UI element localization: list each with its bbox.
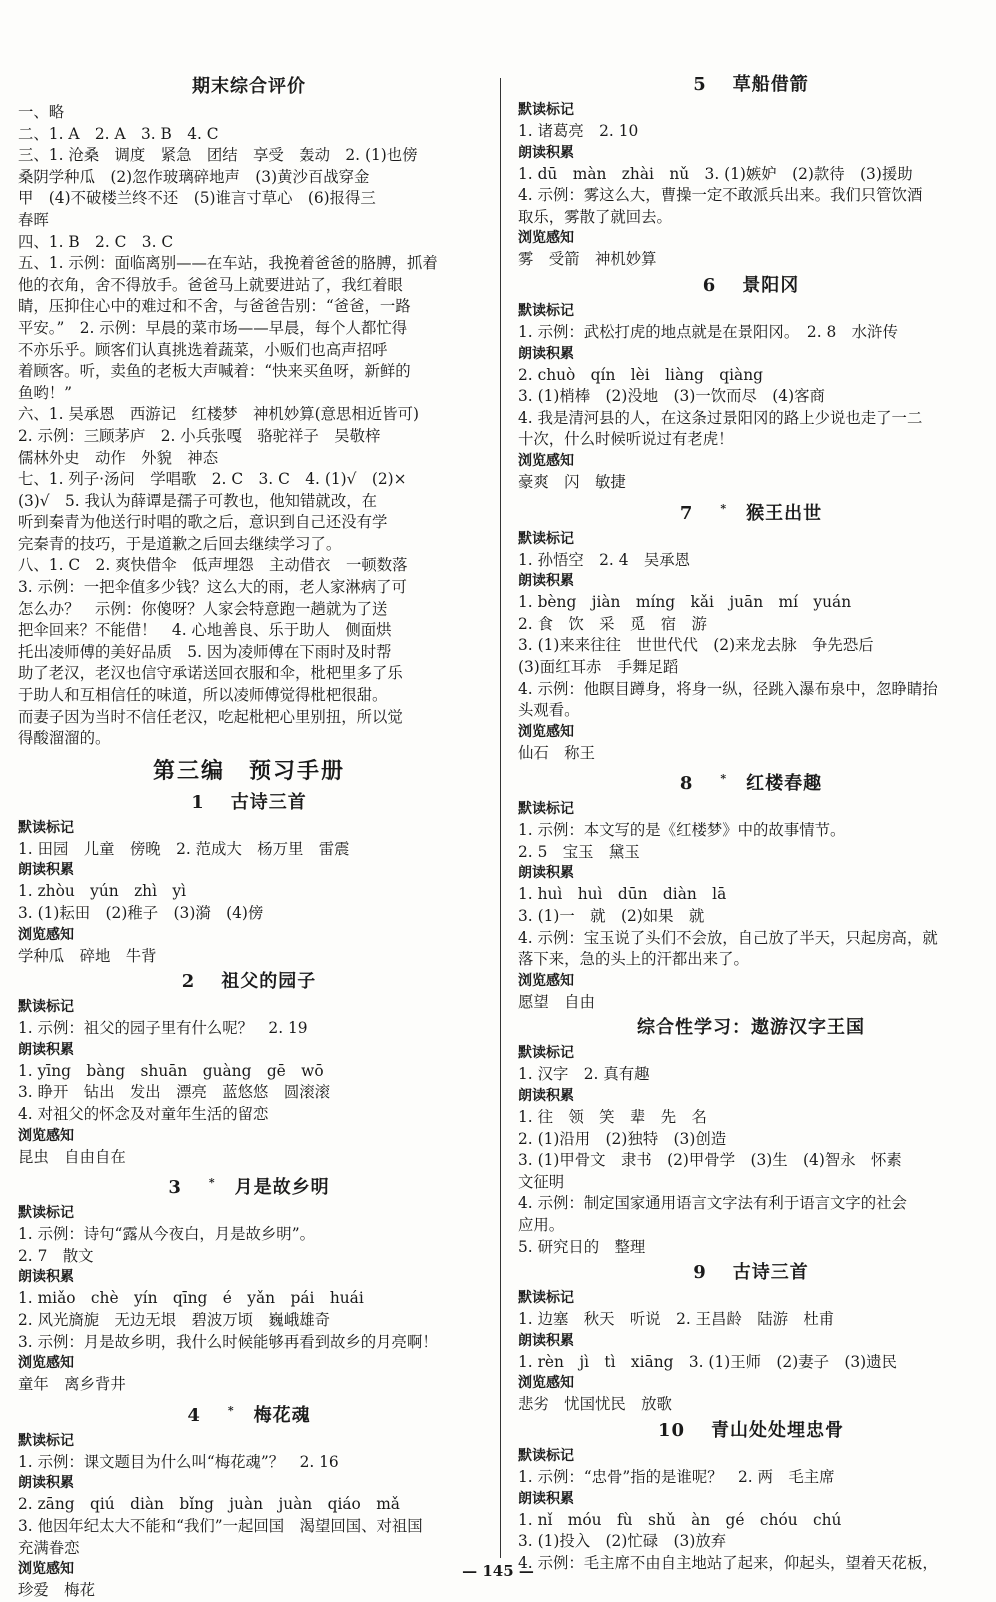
answer-line: 1. huì huì dūn diàn lā (518, 885, 727, 904)
answer-line: 头观看。 (518, 701, 580, 720)
category-label: 浏览感知 (518, 452, 574, 469)
category-label: 朗读积累 (18, 862, 74, 879)
answer-line: 一、略 (18, 103, 65, 121)
lesson-number: 4 (187, 1404, 201, 1426)
category-label: 默读标记 (18, 1432, 74, 1449)
answer-line: 十次，什么时候听说过有老虎！ (518, 430, 734, 449)
category-label: 朗读积累 (518, 573, 574, 590)
answer-line: 三、1. 沧桑 调度 紧急 团结 享受 轰动 2. (1)也傍 (18, 146, 418, 165)
answer-line: 1. 田园 儿童 傍晚 2. 范成大 杨万里 雷震 (18, 839, 350, 858)
lesson-number: 2 (181, 971, 196, 993)
answer-line: 童年 离乡背井 (18, 1375, 126, 1394)
optional-lesson-star: * (720, 501, 728, 515)
lesson-title: 梅花魂 (253, 1404, 311, 1426)
answer-line: 取乐，雾散了就回去。 (518, 207, 672, 226)
answer-line: 2. chuò qín lèi liàng qiàng (518, 365, 763, 384)
answer-line: 悲劣 忧国忧民 放歌 (518, 1395, 672, 1414)
answer-line: 助了老汉，老汉也信守承诺送回衣服和伞，枇杷里多了乐 (18, 664, 403, 683)
answer-line: 3. 他因年纪太大不能和“我们”一起回国 渴望回国、对祖国 (18, 1516, 423, 1535)
lesson-number: 5 (693, 74, 707, 95)
answer-line: 落下来，急的头上的汗都出来了。 (518, 950, 749, 969)
answer-line: 昆虫 自由自在 (18, 1147, 126, 1166)
lesson-number: 7 (679, 502, 694, 524)
lesson-title: 红楼春趣 (746, 773, 823, 795)
lesson-heading (518, 1416, 984, 1446)
category-label: 浏览感知 (518, 723, 574, 740)
category-label: 朗读积累 (18, 1041, 74, 1058)
answer-line: 1. 示例：课文题目为什么叫“梅花魂”？ 2. 16 (18, 1452, 339, 1471)
answer-line: 1. miǎo chè yín qīng é yǎn pái huái (18, 1289, 364, 1308)
answer-line: 3. 睁开 钻出 发出 漂亮 蓝悠悠 圆滚滚 (18, 1083, 330, 1102)
lesson-title: 草船借箭 (732, 74, 809, 95)
answer-line: 听到秦青为他送行时唱的歌之后，意识到自己还没有学 (18, 513, 388, 532)
answer-line: 1. 示例：武松打虎的地点就是在景阳冈。 2. 8 水浒传 (518, 322, 898, 341)
lesson-heading (18, 967, 480, 997)
category-label: 默读标记 (518, 1045, 574, 1062)
answer-line: 春晖 (18, 210, 49, 229)
answer-line: 4. 示例：他瞑目蹲身，将身一纵，径跳入瀑布泉中，忽睁睛抬 (518, 679, 938, 698)
category-label: 朗读积累 (518, 345, 574, 362)
answer-line: 4. 我是清河县的人，在这条过景阳冈的路上少说也走了一二 (518, 408, 923, 427)
lesson-number: 8 (679, 773, 694, 795)
category-label: 浏览感知 (18, 1561, 74, 1578)
category-label: 默读标记 (518, 801, 574, 818)
answer-line: 2. 示例：三顾茅庐 2. 小兵张嘎 骆驼祥子 吴敬梓 (18, 426, 381, 445)
answer-line: 1. nǐ móu fù shǔ àn gé chóu chú (518, 1510, 842, 1529)
answer-line: 3. (1)一 就 (2)如果 就 (518, 907, 705, 926)
answer-line: 托出凌师傅的美好品质 5. 因为凌师傅在下雨时及时帮 (18, 642, 392, 661)
answer-line: 4. 示例：宝玉说了头们不会放，自己放了半天，只起房高，就 (518, 928, 938, 947)
answer-line: 着顾客。听，卖鱼的老板大声喊着：“快来买鱼呀，新鲜的 (18, 362, 411, 381)
answer-line: 1. 示例：祖父的园子里有什么呢？ 2. 19 (18, 1019, 308, 1038)
lesson-number: 10 (657, 1419, 686, 1441)
answer-line: 二、1. A 2. A 3. B 4. C (18, 124, 219, 143)
answer-line: 4. 示例：毛主席不由自主地站了起来，仰起头，望着天花板， (518, 1553, 938, 1572)
lesson-heading (518, 764, 984, 799)
lesson-heading (18, 1168, 480, 1203)
lesson-heading (518, 1013, 984, 1043)
answer-line: 仙石 称王 (518, 743, 595, 762)
answer-line: 儒林外史 动作 外貌 神态 (18, 448, 219, 467)
answer-line: 应用。 (518, 1216, 565, 1234)
category-label: 默读标记 (518, 1290, 574, 1307)
answer-line: 八、1. C 2. 爽快借伞 低声埋怨 主动借衣 一顿数落 (18, 556, 408, 575)
answer-line: 把伞回来？不能借！ 4. 心地善良、乐于助人 侧面烘 (18, 621, 392, 640)
answer-line: 1. rèn jì tì xiāng 3. (1)王师 (2)妻子 (3)遗民 (518, 1352, 897, 1371)
optional-lesson-star: * (208, 1176, 216, 1190)
category-label: 默读标记 (18, 999, 74, 1016)
answer-line: 4. 示例：雾这么大，曹操一定不敢派兵出来。我们只管饮酒 (518, 186, 923, 205)
answer-line: 六、1. 吴承恩 西游记 红楼梦 神机妙算(意思相近皆可) (18, 405, 419, 424)
category-label: 浏览感知 (18, 1127, 74, 1144)
column-divider (500, 78, 501, 1558)
category-label: 默读标记 (518, 530, 574, 547)
lesson-heading (18, 788, 480, 818)
lesson-number: 1 (191, 791, 205, 813)
category-label: 浏览感知 (518, 972, 574, 989)
answer-line: 得酸溜溜的。 (18, 729, 111, 748)
category-label: 朗读积累 (18, 1269, 74, 1286)
answer-line: 平安。” 2. 示例：早晨的菜市场——早晨，每个人都忙得 (18, 318, 408, 337)
category-label: 默读标记 (18, 1205, 74, 1222)
lesson-title: 祖父的园子 (221, 971, 317, 993)
answer-line: 充满眷恋 (18, 1538, 80, 1557)
answer-line: 2. 食 饮 采 觅 宿 游 (518, 614, 707, 633)
section-heading: 第三编 预习手册 (152, 757, 345, 784)
answer-line: 5. 研究日的 整理 (518, 1237, 646, 1256)
category-label: 默读标记 (518, 302, 574, 319)
answer-line: 3. (1)投入 (2)忙碌 (3)放弃 (518, 1532, 727, 1551)
answer-line: 4. 示例：制定国家通用语言文字法有利于语言文字的社会 (518, 1194, 907, 1213)
category-label: 朗读积累 (518, 865, 574, 882)
answer-line: 1. 孙悟空 2. 4 吴承恩 (518, 550, 691, 569)
lesson-title: 古诗三首 (230, 791, 307, 813)
answer-line: 3. (1)来来往往 世世代代 (2)来龙去脉 争先恐后 (518, 636, 874, 655)
answer-line: 3. (1)耘田 (2)稚子 (3)漪 (4)傍 (18, 904, 264, 922)
answer-line: (3)√ 5. 我认为薛谭是孺子可教也，他知错就改，在 (18, 491, 377, 510)
answer-line: 1. 汉字 2. 真有趣 (518, 1065, 650, 1084)
answer-line: 3. (1)甲骨文 隶书 (2)甲骨学 (3)生 (4)智永 怀素 (518, 1151, 902, 1170)
answer-line: 1. 示例：“忠骨”指的是谁呢？ 2. 两 毛主席 (518, 1467, 835, 1486)
answer-line: 珍爱 梅花 (18, 1581, 95, 1600)
optional-lesson-star: * (720, 772, 728, 786)
lesson-heading (18, 1396, 480, 1431)
category-label: 默读标记 (18, 819, 74, 836)
answer-line: 1. zhòu yún zhì yì (18, 882, 187, 901)
answer-line: 2. (1)沿用 (2)独特 (3)创造 (518, 1129, 727, 1148)
answer-line: 3. 示例：一把伞值多少钱？这么大的雨，老人家淋病了可 (18, 578, 407, 597)
lesson-title: 综合性学习：遨游汉字王国 (637, 1017, 865, 1039)
answer-line: 学种瓜 碎地 牛背 (18, 946, 157, 965)
answer-line: (3)面红耳赤 手舞足蹈 (518, 657, 679, 676)
answer-line: 雾 受箭 神机妙算 (518, 250, 657, 269)
answer-line: 1. yīng bàng shuān guàng gē wō (18, 1061, 324, 1080)
right-column (518, 70, 984, 1572)
answer-line: 1. 诸葛亮 2. 10 (518, 122, 639, 140)
answer-line: 2. 7 散文 (18, 1246, 94, 1265)
lesson-heading (518, 70, 984, 100)
answer-line: 1. bèng jiàn míng kǎi juān mí yuán (518, 593, 852, 612)
category-label: 朗读积累 (18, 1475, 74, 1492)
answer-line: 四、1. B 2. C 3. C (18, 232, 174, 251)
answer-line: 鱼哟！” (18, 383, 73, 402)
lesson-title: 景阳冈 (742, 274, 800, 296)
lesson-title: 月是故乡明 (234, 1177, 330, 1199)
category-label: 浏览感知 (18, 926, 74, 943)
answer-line: 3. (1)梢棒 (2)没地 (3)一饮而尽 (4)客商 (518, 387, 825, 406)
answer-line: 于助人和互相信任的味道，所以凌师傅觉得枇杷很甜。 (18, 686, 388, 705)
answer-line: 怎么办？ 示例：你傻呀？人家会特意跑一趟就为了送 (18, 599, 388, 618)
answer-line: 1. 边塞 秋天 听说 2. 王昌龄 陆游 杜甫 (518, 1310, 835, 1329)
lesson-number: 6 (702, 274, 717, 296)
answer-line: 1. 往 领 笑 辈 先 名 (518, 1108, 707, 1127)
answer-line: 3. 示例：月是故乡明，我什么时候能够再看到故乡的月亮啊！ (18, 1332, 438, 1351)
category-label: 默读标记 (518, 102, 574, 118)
answer-line: 4. 对祖父的怀念及对童年生活的留恋 (18, 1104, 269, 1123)
answer-line: 2. 5 宝玉 黛玉 (518, 842, 640, 861)
lesson-number: 3 (168, 1177, 182, 1199)
lesson-heading (518, 1258, 984, 1288)
lesson-heading (518, 494, 984, 529)
exam-title: 期末综合评价 (192, 76, 306, 97)
lesson-number: 9 (693, 1262, 707, 1284)
category-label: 朗读积累 (518, 1088, 574, 1105)
answer-line: 1. 示例：本文写的是《红楼梦》中的故事情节。 (518, 821, 846, 840)
answer-line: 睛，压抑住心中的难过和不舍，与爸爸告别：“爸爸，一路 (18, 297, 411, 316)
page-number: — 145 — (462, 1562, 534, 1580)
answer-line: 五、1. 示例：面临离别——在车站，我挽着爸爸的胳膊，抓着 (18, 254, 438, 273)
answer-line: 桑阴学种瓜 (2)忽作玻璃碎地声 (3)黄沙百战穿金 (18, 167, 370, 186)
answer-line: 愿望 自由 (518, 992, 595, 1011)
optional-lesson-star: * (227, 1403, 235, 1417)
answer-line: 而妻子因为当时不信任老汉，吃起枇杷心里别扭，所以觉 (18, 707, 403, 726)
answer-line: 1. 示例：诗句“露从今夜白，月是故乡明”。 (18, 1225, 315, 1244)
category-label: 浏览感知 (18, 1355, 74, 1372)
category-label: 朗读积累 (518, 144, 574, 161)
answer-line: 他的衣角，舍不得放手。爸爸马上就要进站了，我红着眼 (18, 275, 403, 294)
answer-line: 完秦青的技巧，于是道歉之后回去继续学习了。 (18, 534, 342, 553)
answer-line: 文征明 (518, 1172, 565, 1191)
answer-line: 七、1. 列子·汤问 学唱歌 2. C 3. C 4. (1)√ (2)× (18, 470, 407, 489)
category-label: 朗读积累 (518, 1332, 574, 1349)
lesson-title: 古诗三首 (732, 1262, 809, 1284)
lesson-title: 猴王出世 (746, 502, 823, 524)
answer-line: 豪爽 闪 敏捷 (518, 472, 626, 491)
lesson-title: 青山处处埋忠骨 (711, 1419, 845, 1441)
lesson-heading (518, 271, 984, 301)
category-label: 浏览感知 (518, 230, 574, 247)
category-label: 朗读积累 (518, 1490, 574, 1507)
category-label: 浏览感知 (518, 1375, 574, 1392)
answer-line: 不亦乐乎。顾客们认真挑选着蔬菜，小贩们也高声招呼 (18, 340, 388, 359)
category-label: 默读标记 (518, 1447, 574, 1464)
answer-line: 甲 (4)不破楼兰终不还 (5)谁言寸草心 (6)报得三 (18, 189, 376, 208)
left-column (18, 70, 480, 1600)
answer-line: 2. 风光旖旎 无边无垠 碧波万顷 巍峨雄奇 (18, 1310, 330, 1329)
answer-line: 2. zāng qiú diàn bǐng juàn juàn qiáo mǎ (18, 1495, 400, 1514)
answer-line: 1. dū màn zhài nǔ 3. (1)嫉妒 (2)款待 (3)援助 (518, 164, 913, 183)
